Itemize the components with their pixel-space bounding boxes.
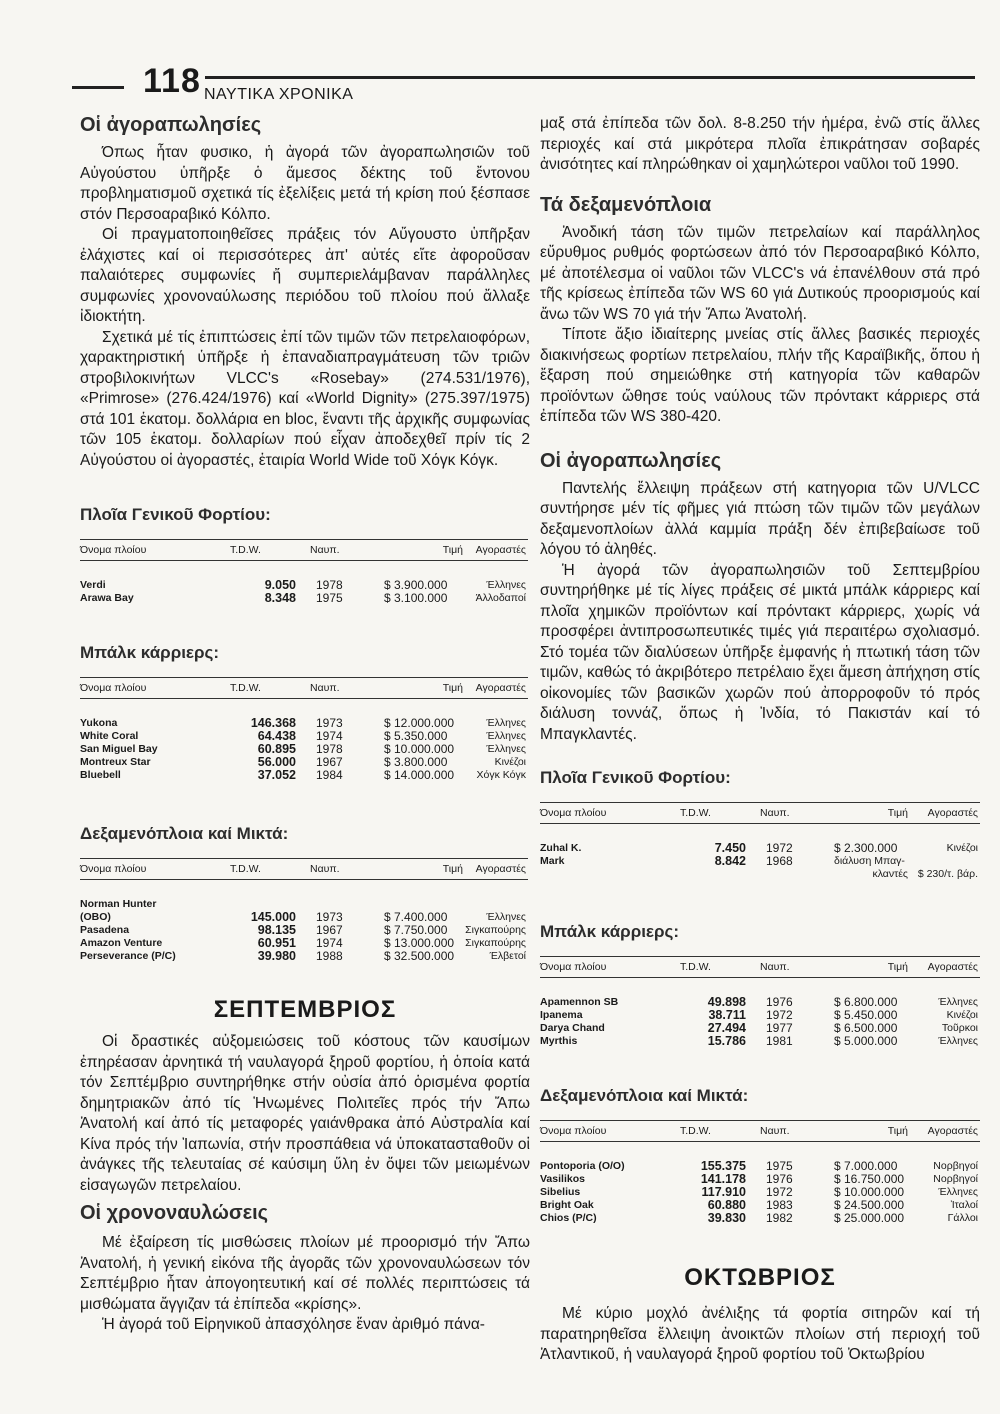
left-september-section bbox=[80, 996, 530, 1336]
ship-price: $ 6.500.000 bbox=[834, 1021, 898, 1035]
ship-price: $ 3.100.000 bbox=[384, 591, 448, 605]
ship-buyer: Γάλλοι bbox=[947, 1212, 978, 1224]
right-intro-paragraph: μαξ στά ἐπίπεδα τῶν δολ. 8-8.250 τήν ἡμέρα, ἐνῶ στίς ἄλλες περιοχές καί στά μικρότερα πλοῖα ἐπικράτησαν σοβαρές ἀνισότητες καί πληρώθηκαν οἱ χαμηλώτεροι ναῦλοι τοῦ 1990. bbox=[540, 115, 980, 173]
ship-year: 1968 bbox=[766, 854, 793, 868]
september-heading: ΣΕΠΤΕΜΒΡΙΟΣ bbox=[213, 996, 397, 1023]
right-general-cargo-heading: Πλοῖα Γενικοῦ Φορτίου: bbox=[540, 768, 731, 787]
ship-year: 1974 bbox=[316, 729, 343, 743]
col-buyer-header: Αγοραστές bbox=[910, 1121, 980, 1142]
ship-tdw: 8.842 bbox=[714, 854, 746, 868]
ship-name bbox=[540, 868, 680, 881]
table-row bbox=[540, 1160, 980, 1173]
ship-tdw: 64.438 bbox=[257, 729, 296, 743]
ship-year: 1982 bbox=[766, 1211, 793, 1225]
ship-price: $ 6.800.000 bbox=[834, 995, 898, 1009]
ship-name: White Coral bbox=[80, 730, 139, 742]
ship-price: $ 16.750.000 bbox=[834, 1172, 905, 1186]
right-column-top bbox=[540, 114, 980, 745]
ship-price: $ 10.000.000 bbox=[384, 742, 455, 756]
left-tanker-section bbox=[80, 824, 528, 963]
ship-year: 1978 bbox=[316, 578, 343, 592]
ship-name: Apamennon SB bbox=[540, 996, 619, 1008]
col-name-header: Όνομα πλοίου bbox=[540, 1121, 680, 1142]
table-header-row bbox=[540, 957, 980, 978]
col-year-header: Ναυπ. bbox=[760, 803, 820, 824]
ship-price: κλαντές bbox=[872, 868, 908, 880]
ship-price: $ 2.300.000 bbox=[834, 841, 898, 855]
ship-buyer bbox=[910, 855, 980, 868]
ship-price: $ 10.000.000 bbox=[834, 1185, 905, 1199]
ship-tdw: 9.050 bbox=[264, 578, 296, 592]
ship-price: $ 5.350.000 bbox=[384, 729, 448, 743]
ship-name: Mark bbox=[540, 855, 565, 867]
ship-tdw: 8.348 bbox=[264, 591, 296, 605]
ship-name: Ipanema bbox=[540, 1009, 583, 1021]
col-price-header: Τιμή bbox=[820, 957, 910, 978]
col-price-header: Τιμή bbox=[820, 1121, 910, 1142]
right-tankers-paragraph-2: Τίποτε ἄξιο ἰδιαίτερης μνείας στίς ἄλλες βασικές περιοχές διακινήσεως φορτίων πετρελαίου, πλήν τῆς Καραϊβικῆς, ὅπου ἡ ἔξαρση πού σημειώθηκε στή κατηγορία τῶν καθαρῶν προϊόντων ὤθησε τούς ναύλους τῶν πρόντακτ κάρριερς στά ἐπίπεδα τῶν WS 380-420. bbox=[540, 326, 980, 425]
table-row bbox=[80, 579, 528, 592]
ship-buyer bbox=[465, 898, 528, 911]
ship-year: 1984 bbox=[316, 768, 343, 782]
ship-name: Myrthis bbox=[540, 1035, 578, 1047]
table-row bbox=[540, 1022, 980, 1035]
col-name-header: Όνομα πλοίου bbox=[80, 859, 230, 880]
table-row bbox=[540, 842, 980, 855]
right-general-cargo-section bbox=[540, 768, 980, 881]
right-general-cargo-table bbox=[540, 802, 980, 881]
ship-year: 1972 bbox=[766, 1008, 793, 1022]
col-year-header: Ναυπ. bbox=[760, 1121, 820, 1142]
table-header-row bbox=[540, 1121, 980, 1142]
ship-price: $ 7.400.000 bbox=[384, 910, 448, 924]
ship-year: 1983 bbox=[766, 1198, 793, 1212]
ship-price: $ 5.450.000 bbox=[834, 1008, 898, 1022]
table-row bbox=[80, 730, 528, 743]
ship-tdw: 60.880 bbox=[707, 1198, 746, 1212]
ship-year: 1976 bbox=[766, 1172, 793, 1186]
ship-buyer: Έλληνες bbox=[486, 579, 526, 591]
col-buyer-header: Αγοραστές bbox=[465, 678, 528, 699]
ship-name: Vasilikos bbox=[540, 1173, 585, 1185]
table-row bbox=[80, 769, 528, 782]
ship-year: 1976 bbox=[766, 995, 793, 1009]
ship-price: $ 7.000.000 bbox=[834, 1159, 898, 1173]
table-row bbox=[80, 898, 528, 911]
ship-buyer: Κινέζοι bbox=[494, 756, 526, 768]
ship-name: Sibelius bbox=[540, 1186, 581, 1198]
ship-price: $ 12.000.000 bbox=[384, 716, 455, 730]
col-tdw-header: T.D.W. bbox=[230, 859, 310, 880]
ship-price: $ 3.900.000 bbox=[384, 578, 448, 592]
table-row bbox=[80, 911, 528, 924]
october-heading: ΟΚΤΩΒΡΙΟΣ bbox=[684, 1264, 836, 1291]
ship-year: 1975 bbox=[316, 591, 343, 605]
ship-tdw: 39.830 bbox=[707, 1211, 746, 1225]
ship-name: Pontoporia (O/O) bbox=[540, 1160, 625, 1172]
right-october-section bbox=[540, 1264, 980, 1366]
ship-year bbox=[760, 868, 820, 881]
ship-year: 1977 bbox=[766, 1021, 793, 1035]
charters-paragraph-1: Μέ ἐξαίρεση τίς μισθώσεις πλοίων μέ προορισμό τήν Ἄπω Ἀνατολή, ἡ γενική εἰκόνα τῆς ἀγορᾶς τῶν χρονοναυλώσεων τόν Σεπτέμβριο ἦταν ἀπογοητευτική καί σέ πολλές περιπτώσεις τά μισθώματα ἄγγιζαν τά ἐπίπεδα «κρίσης». bbox=[80, 1234, 530, 1313]
table-row bbox=[540, 1199, 980, 1212]
ship-tdw: 38.711 bbox=[708, 1008, 746, 1022]
col-year-header: Ναυπ. bbox=[310, 540, 370, 561]
right-tanker-section bbox=[540, 1086, 980, 1225]
col-price-header: Τιμή bbox=[370, 540, 465, 561]
ship-tdw: 15.786 bbox=[707, 1034, 746, 1048]
ship-price: $ 14.000.000 bbox=[384, 768, 455, 782]
col-name-header: Όνομα πλοίου bbox=[80, 678, 230, 699]
table-row bbox=[540, 996, 980, 1009]
left-sales-paragraph-2: Οἱ πραγματοποιηθεῖσες πράξεις τόν Αὔγουστο ὑπῆρξαν ἐλάχιστες καί οἱ περισσότερες ἀπ' αὐτές εἴτε ἀφοροῦσαν παλαιότερες συμφωνίες ἤ συμπεριελάμβαναν παράλληλες συμφωνίες χρονοναύλωσης περιόδου τοῦ πλοίου πού ἄλλαξε ἰδιοκτήτη. bbox=[80, 226, 530, 325]
ship-year: 1974 bbox=[316, 936, 343, 950]
right-tanker-heading: Δεξαμενόπλοια καί Μικτά: bbox=[540, 1086, 749, 1105]
ship-price: $ 25.000.000 bbox=[834, 1211, 905, 1225]
table-row bbox=[80, 924, 528, 937]
right-tankers-heading: Τά δεξαμενόπλοια bbox=[540, 193, 712, 216]
ship-tdw: 98.135 bbox=[257, 923, 296, 937]
ship-name: San Miguel Bay bbox=[80, 743, 158, 755]
ship-year: 1978 bbox=[316, 742, 343, 756]
col-name-header: Όνομα πλοίου bbox=[80, 540, 230, 561]
ship-buyer: Ἰταλοί bbox=[950, 1199, 978, 1211]
table-row bbox=[80, 950, 528, 963]
table-header-row bbox=[80, 540, 528, 561]
charters-heading: Οἱ χρονοναυλώσεις bbox=[80, 1202, 269, 1224]
table-header-row bbox=[80, 678, 528, 699]
ship-name: (OBO) bbox=[80, 911, 111, 923]
left-general-cargo-section bbox=[80, 505, 528, 605]
table-row bbox=[540, 868, 980, 881]
ship-price: $ 5.000.000 bbox=[834, 1034, 898, 1048]
ship-buyer: $ 230/τ. βάρ. bbox=[917, 868, 978, 880]
ship-buyer: Έλβετοί bbox=[489, 950, 526, 962]
september-paragraph: Οἱ δραστικές αὐξομειώσεις τοῦ κόστους τῶν καυσίμων ἐπηρέασαν ἀρνητικά τή ναυλαγορά ξηροῦ φορτίου, ἡ ὁποία κατά τόν Σεπτέμβριο συντηρήθηκε στήν οὐσία ἀπό ὁρισμένα φορτία δημητριακῶν ἀπό τίς Ἡνωμένες Πολιτεῖες πρός τήν Ἄπω Ἀνατολή καί ἀπό τίς μεταφορές γαιάνθρακα ἀπό Αὐστραλία καί Κίνα πρός τήν Ἰαπωνία, στήν προσπάθεια νά ὑποκατασταθοῦν οἱ ἀνάγκες τῆς τελευταίας σέ καύσιμη ὕλη ἐν ὄψει τῶν μειωμένων εἰσαγωγῶν πετρελαίου. bbox=[80, 1033, 530, 1194]
ship-buyer: Έλληνες bbox=[938, 996, 978, 1008]
magazine-title: ΝΑΥΤΙΚΑ ΧΡΟΝΙΚΑ bbox=[204, 86, 354, 103]
ship-tdw: 56.000 bbox=[257, 755, 296, 769]
ship-year: 1972 bbox=[766, 1185, 793, 1199]
left-bulk-table bbox=[80, 677, 528, 782]
left-column bbox=[80, 114, 530, 471]
left-general-cargo-table bbox=[80, 539, 528, 605]
table-header-row bbox=[80, 859, 528, 880]
ship-tdw: 117.910 bbox=[701, 1185, 746, 1199]
table-row bbox=[540, 855, 980, 868]
col-buyer-header: Αγοραστές bbox=[465, 540, 528, 561]
left-bulk-heading: Μπάλκ κάρριερς: bbox=[80, 643, 220, 662]
page-number: 118 bbox=[143, 62, 201, 100]
ship-name: Darya Chand bbox=[540, 1022, 605, 1034]
col-tdw-header: T.D.W. bbox=[680, 1121, 760, 1142]
left-general-cargo-heading: Πλοῖα Γενικοῦ Φορτίου: bbox=[80, 505, 271, 524]
ship-year: 1973 bbox=[316, 716, 343, 730]
table-row bbox=[540, 1212, 980, 1225]
ship-tdw: 146.368 bbox=[250, 716, 296, 730]
ship-tdw: 141.178 bbox=[700, 1172, 746, 1186]
table-row bbox=[80, 717, 528, 730]
ship-tdw: 7.450 bbox=[714, 841, 746, 855]
col-year-header: Ναυπ. bbox=[310, 678, 370, 699]
header-rule-right bbox=[205, 76, 975, 79]
ship-buyer: Νορβηγοί bbox=[933, 1173, 978, 1185]
ship-tdw bbox=[680, 868, 760, 881]
col-price-header: Τιμή bbox=[820, 803, 910, 824]
ship-price: $ 32.500.000 bbox=[384, 949, 455, 963]
ship-tdw: 60.951 bbox=[257, 936, 296, 950]
ship-year: 1975 bbox=[766, 1159, 793, 1173]
ship-price: διάλυση Μπαγ- bbox=[834, 855, 905, 867]
ship-name: Zuhal K. bbox=[540, 842, 582, 854]
ship-name: Bluebell bbox=[80, 769, 121, 781]
ship-buyer: Έλληνες bbox=[486, 911, 526, 923]
ship-buyer: Έλληνες bbox=[938, 1035, 978, 1047]
ship-price: $ 13.000.000 bbox=[384, 936, 455, 950]
right-bulk-table bbox=[540, 956, 980, 1048]
ship-buyer: Σιγκαπούρης bbox=[465, 937, 526, 949]
col-buyer-header: Αγοραστές bbox=[910, 957, 980, 978]
table-row bbox=[540, 1009, 980, 1022]
table-row bbox=[80, 592, 528, 605]
right-bulk-section bbox=[540, 922, 980, 1048]
table-row bbox=[540, 1186, 980, 1199]
ship-name: Chios (P/C) bbox=[540, 1212, 597, 1224]
ship-tdw: 60.895 bbox=[257, 742, 296, 756]
charters-paragraph-2: Ἡ ἀγορά τοῦ Εἰρηνικοῦ ἀπασχόλησε ἕναν ἀριθμό πάνα- bbox=[102, 1316, 485, 1333]
table-row bbox=[540, 1173, 980, 1186]
ship-name: Arawa Bay bbox=[80, 592, 134, 604]
table-header-row bbox=[540, 803, 980, 824]
table-row bbox=[80, 743, 528, 756]
ship-year: 1981 bbox=[766, 1034, 793, 1048]
ship-year: 1988 bbox=[316, 949, 343, 963]
ship-tdw: 145.000 bbox=[250, 910, 296, 924]
col-tdw-header: T.D.W. bbox=[680, 803, 760, 824]
col-tdw-header: T.D.W. bbox=[230, 678, 310, 699]
ship-name: Verdi bbox=[80, 579, 106, 591]
ship-price: $ 24.500.000 bbox=[834, 1198, 905, 1212]
ship-buyer: Έλληνες bbox=[938, 1186, 978, 1198]
ship-buyer: Νορβηγοί bbox=[933, 1160, 978, 1172]
col-year-header: Ναυπ. bbox=[760, 957, 820, 978]
ship-tdw: 39.980 bbox=[257, 949, 296, 963]
col-price-header: Τιμή bbox=[370, 678, 465, 699]
ship-year: 1973 bbox=[316, 910, 343, 924]
ship-tdw: 155.375 bbox=[700, 1159, 746, 1173]
ship-name: Amazon Venture bbox=[80, 937, 163, 949]
ship-price: $ 7.750.000 bbox=[384, 923, 448, 937]
ship-buyer: Τοῦρκοι bbox=[941, 1022, 978, 1034]
left-tanker-heading: Δεξαμενόπλοια καί Μικτά: bbox=[80, 824, 289, 843]
col-price-header: Τιμή bbox=[370, 859, 465, 880]
left-sales-heading: Οἱ ἀγοραπωλησίες bbox=[80, 114, 262, 136]
ship-tdw: 49.898 bbox=[707, 995, 746, 1009]
table-row bbox=[80, 937, 528, 950]
table-row bbox=[540, 1035, 980, 1048]
ship-buyer: Έλληνες bbox=[486, 743, 526, 755]
ship-buyer: Έλληνες bbox=[486, 717, 526, 729]
right-tanker-table bbox=[540, 1120, 980, 1225]
col-year-header: Ναυπ. bbox=[310, 859, 370, 880]
ship-tdw: 37.052 bbox=[257, 768, 296, 782]
ship-buyer: Άλλοδαποί bbox=[475, 592, 526, 604]
col-buyer-header: Αγοραστές bbox=[910, 803, 980, 824]
ship-name: Montreux Star bbox=[80, 756, 151, 768]
ship-buyer: Χόγκ Κόγκ bbox=[476, 769, 526, 781]
left-tanker-table bbox=[80, 858, 528, 963]
col-buyer-header: Αγοραστές bbox=[465, 859, 528, 880]
col-tdw-header: T.D.W. bbox=[230, 540, 310, 561]
right-bulk-heading: Μπάλκ κάρριερς: bbox=[540, 922, 680, 941]
ship-year: 1972 bbox=[766, 841, 793, 855]
october-paragraph: Μέ κύριο μοχλό ἀνέλιξης τά φορτία σιτηρῶν καί τή παρατηρηθεῖσα ἔλλειψη ἀνοικτῶν πλοίων στή περιοχή τοῦ Ἀτλαντικοῦ, ἡ ναυλαγορά ξηροῦ φορτίου τοῦ Ὀκτωβρίου bbox=[540, 1305, 980, 1363]
header-rule-left bbox=[72, 86, 124, 89]
ship-year: 1967 bbox=[316, 755, 343, 769]
ship-name: Yukona bbox=[80, 717, 118, 729]
right-sales-paragraph-2: Ἡ ἀγορά τῶν ἀγοραπωλησιῶν τοῦ Σεπτεμβρίου συντηρήθηκε μέ τίς λίγες πράξεις σέ μικτά μπάλκ κάρριερς καί πλοῖα χημικῶν προϊόντων καί πρόντακτ κάρριερς, χωρίς νά προσφέρει ἀντιπροσωπευτικές τιμές γιά περαιτέρω σχολιασμό. Στό τομέα τῶν διαλύσεων ὑπῆρξε ἐμφανής ἡ πτωτική τάση τῶν τιμῶν, καθώς τό ἀκριβότερο πετρέλαιο ἔχει ἄμεση ἀπήχηση στίς οἰκονομίες τῶν βασικῶν χωρῶν πού ἀπορροφοῦν τό πρός διάλυση τοννάζ, ὅπως ἡ Ἰνδία, τό Πακιστάν καί τό Μπαγκλαντές. bbox=[540, 561, 980, 743]
ship-name: Bright Oak bbox=[540, 1199, 594, 1211]
right-tankers-paragraph-1: Ἀνοδική τάση τῶν τιμῶν πετρελαίων καί παράλληλος εὔρυθμος ρυθμός φορτώσεων ἀπό τόν Περσοαραβικό Κόλπο, μέ ἀποτέλεσμα οἱ ναῦλοι τῶν VLCC's νά ἐπανέλθουν στά πρό τῆς κρίσεως ἐπίπεδα τῶν WS 60 γιά Δυτικούς προορισμούς καί ἄνω τῶν WS 70 γιά τήν Ἄπω Ἀνατολή. bbox=[540, 223, 980, 323]
left-sales-paragraph-3: Σχετικά μέ τίς ἐπιπτώσεις ἐπί τῶν τιμῶν τῶν πετρελαιοφόρων, χαρακτηριστική ὑπῆρξε ἡ ἐπαναδιαπραγμάτευση τῶν τριῶν στροβιλοκινήτων VLCC's «Rosebay» (274.531/1976), «Primrose» (276.424/1976) καί «World Dignity» (275.397/1975) στά 101 ἑκατομ. δολλάρια en bloc, ἔναντι τῆς ἀρχικῆς συμφωνίας τῶν 105 ἑκατομ. δολλαρίων πού εἶχαν ἀποδεχθεῖ πρίν τίς 2 Αὐγούστου οἱ ἀγοραστές, ἑταιρία World Wide τοῦ Χόγκ Κόγκ. bbox=[80, 328, 530, 469]
col-tdw-header: T.D.W. bbox=[680, 957, 760, 978]
ship-buyer: Κινέζοι bbox=[946, 1009, 978, 1021]
ship-buyer: Κινέζοι bbox=[946, 842, 978, 854]
ship-year: 1967 bbox=[316, 923, 343, 937]
col-name-header: Όνομα πλοίου bbox=[540, 957, 680, 978]
left-bulk-section bbox=[80, 643, 528, 782]
ship-name: Pasadena bbox=[80, 924, 130, 936]
ship-name: Norman Hunter bbox=[80, 898, 157, 910]
ship-buyer: Έλληνες bbox=[486, 730, 526, 742]
col-name-header: Όνομα πλοίου bbox=[540, 803, 680, 824]
right-sales-paragraph-1: Παντελής ἔλλειψη πράξεων στή κατηγορια τῶν U/VLCC συντήρησε μέν τίς φῆμες γιά πτώση τῶν τιμῶν τῶν μεγάλων δεξαμενοπλοίων ἀλλά καμμία πράξη δέν ἐπιβεβαίωσε τοῦ λόγου τό ἀληθές. bbox=[540, 479, 980, 558]
table-row bbox=[80, 756, 528, 769]
ship-tdw: 27.494 bbox=[707, 1021, 746, 1035]
right-sales-heading: Οἱ ἀγοραπωλησίες bbox=[540, 449, 722, 472]
ship-price: $ 3.800.000 bbox=[384, 755, 448, 769]
left-sales-paragraph-1: Όπως ἦταν φυσικο, ἡ ἀγορά τῶν ἀγοραπωλησιῶν τοῦ Αὐγούστου ὑπῆρξε ὁ ἄμεσος δέκτης τοῦ ἔντονου προβληματισμοῦ σχετικά τίς ἐξελίξεις μετά τή κρίση πού ξέσπασε στόν Περσοαραβικό Κόλπο. bbox=[80, 144, 530, 223]
ship-buyer: Σιγκαπούρης bbox=[465, 924, 526, 936]
ship-name: Perseverance (P/C) bbox=[80, 950, 176, 962]
